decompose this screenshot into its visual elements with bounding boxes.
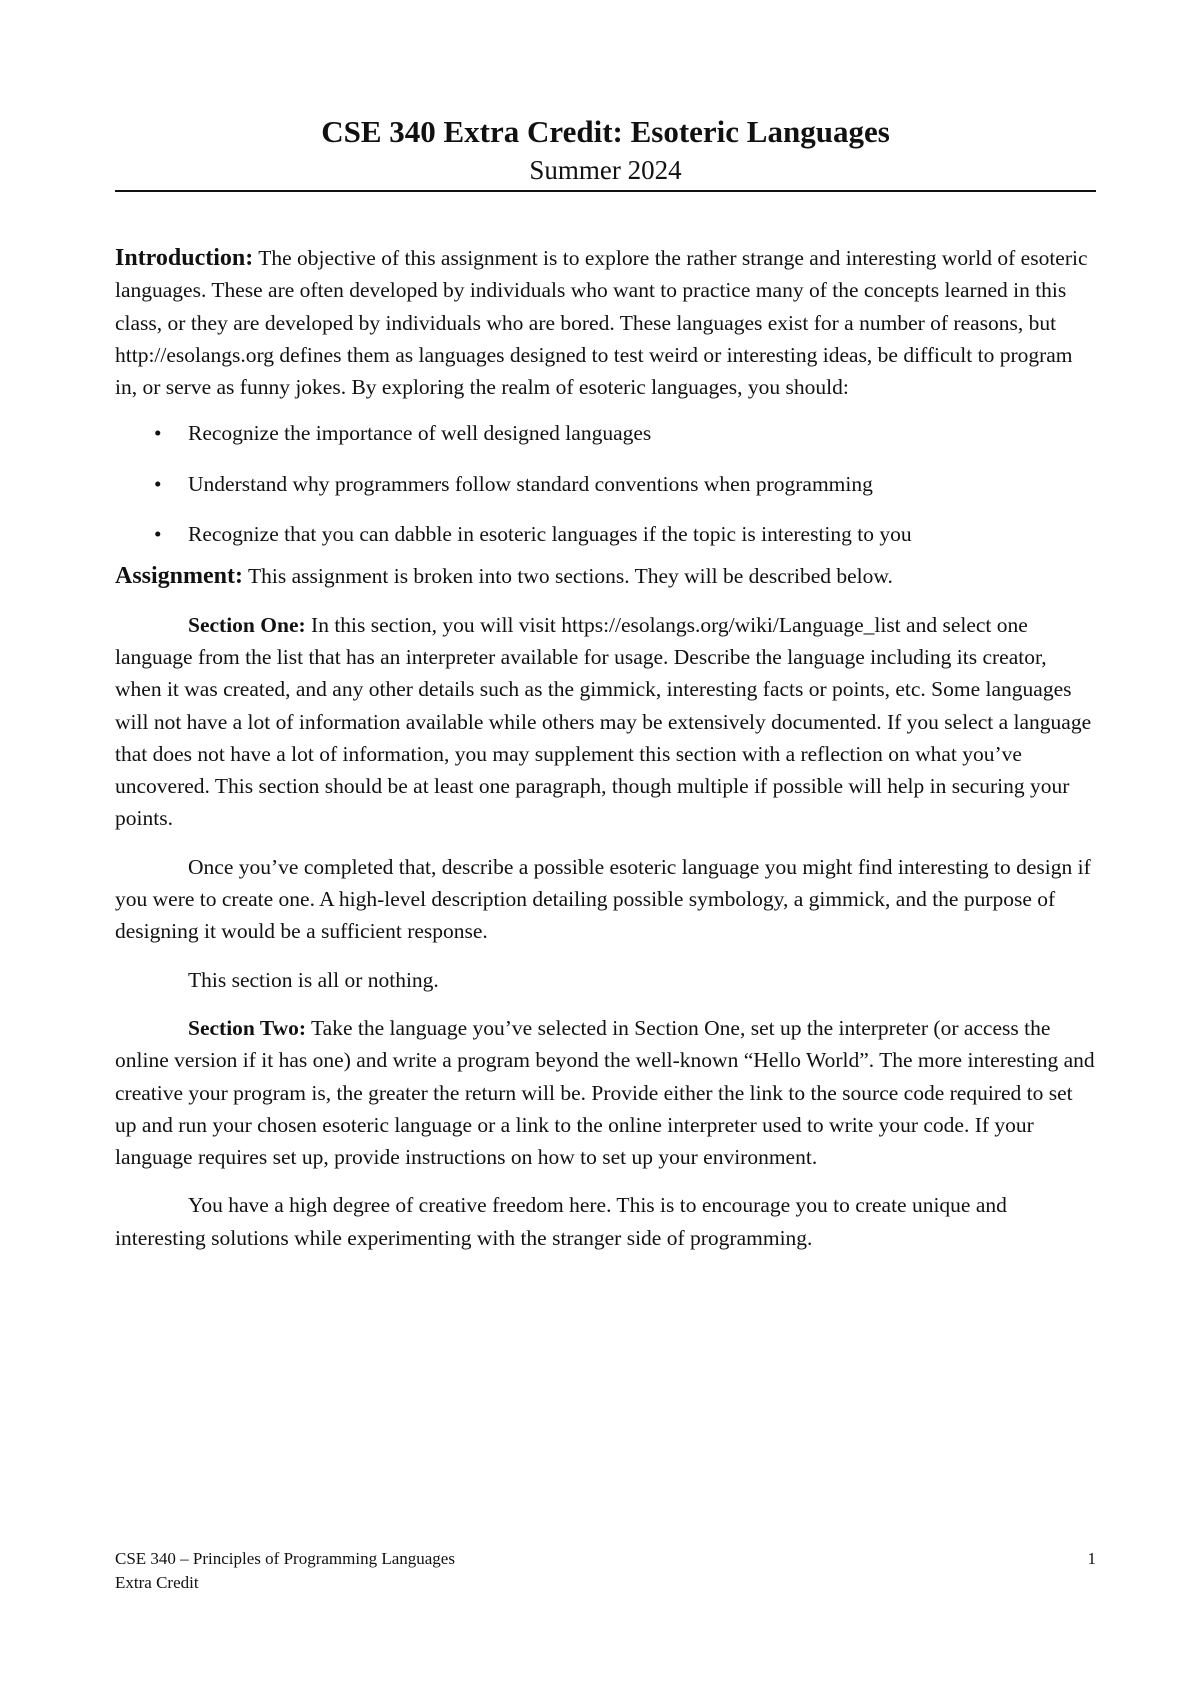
bullet-icon: •	[154, 421, 162, 446]
list-item-text: Recognize the importance of well designed languages	[188, 421, 652, 446]
bullet-icon: •	[154, 471, 162, 496]
section-two-label: Section Two:	[188, 1015, 307, 1040]
title-divider	[115, 190, 1096, 192]
learning-goals-list	[115, 417, 1096, 550]
section-one-paragraph	[115, 609, 1096, 835]
list-item	[115, 518, 1096, 550]
introduction-text: The objective of this assignment is to explore the rather strange and interesting world of esoteric languages. These are often developed by individuals who want to practice many of the concepts learned in this class, or they are developed by individuals who are bored. These languages exist for a number of reasons, but http://esolangs.org defines them as languages designed to test weird or interesting ideas, be difficult to program in, or serve as funny jokes. By exploring the realm of esoteric languages, you should:	[115, 246, 1088, 400]
list-item	[115, 468, 1096, 500]
assignment-label: Assignment:	[115, 563, 244, 590]
section-one-grading-note: This section is all or nothing.	[188, 967, 439, 992]
section-two-paragraph	[115, 1012, 1096, 1173]
footer-doc-name: Extra Credit	[115, 1573, 199, 1592]
assignment-paragraph	[115, 560, 1096, 592]
page-footer	[115, 1547, 1096, 1595]
section-two-freedom-paragraph: You have a high degree of creative freedom here. This is to encourage you to create unique and interesting solutions while experimenting with the stranger side of programming.	[115, 1193, 1007, 1250]
assignment-text: This assignment is broken into two sections. They will be described below.	[243, 564, 893, 589]
introduction-label: Introduction:	[115, 245, 254, 271]
document-title: CSE 340 Extra Credit: Esoteric Languages	[321, 114, 890, 149]
page-number: 1	[1087, 1549, 1096, 1568]
list-item-text: Recognize that you can dabble in esoteric languages if the topic is interesting to you	[188, 522, 912, 547]
document-body	[115, 242, 1096, 1270]
section-one-text: In this section, you will visit https://esolangs.org/wiki/Language_list and select one language from the list that has an interpreter available for usage. Describe the language including its creator, when it was created, and any other details such as the gimmick, interesting facts or points, etc. Some languages will not have a lot of information available while others may be extensively documented. If you select a language that does not have a lot of information, you may supplement this section with a reflection on what you’ve uncovered. This section should be at least one paragraph, though multiple if possible will help in securing your points.	[115, 612, 1092, 831]
document-page	[115, 0, 1096, 1696]
introduction-paragraph	[115, 242, 1096, 403]
section-one-label: Section One:	[188, 612, 306, 637]
list-item	[115, 417, 1096, 449]
list-item-text: Understand why programmers follow standard conventions when programming	[188, 471, 873, 496]
footer-course: CSE 340 – Principles of Programming Languages	[115, 1549, 455, 1568]
document-subtitle: Summer 2024	[529, 155, 682, 185]
section-two-text: Take the language you’ve selected in Section One, set up the interpreter (or access the online version if it has one) and write a program beyond the well-known “Hello World”. The more interesting and creative your program is, the greater the return will be. Provide either the link to the source code required to set up and run your chosen esoteric language or a link to the online interpreter used to write your code. If your language requires set up, provide instructions on how to set up your environment.	[115, 1015, 1095, 1170]
bullet-icon: •	[154, 522, 162, 547]
section-one-design-paragraph: Once you’ve completed that, describe a possible esoteric language you might find interesting to design if you were to create one. A high-level description detailing possible symbology, a gimmick, and the purpose of designing it would be a sufficient response.	[115, 854, 1091, 944]
